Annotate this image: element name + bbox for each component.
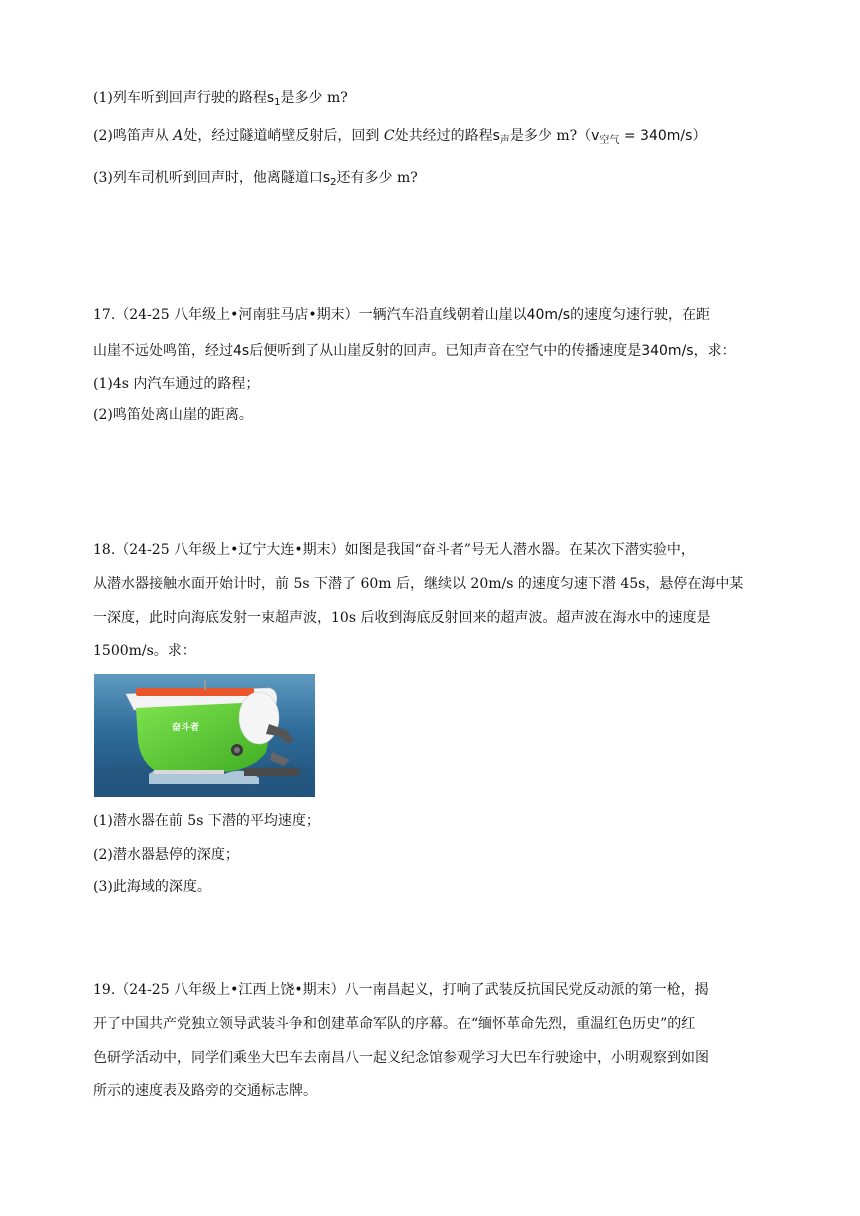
q17-text: 山崖不远处鸣笛，经过 [93,343,233,359]
point-a-label: A [173,128,184,144]
q17-text: 17.（24-25 八年级上•河南驻马店•期末）一辆汽车沿直线朝着山崖以 [93,307,527,323]
var-v: v [591,128,600,144]
q18-stem-line-1: 18.（24-25 八年级上•辽宁大连•期末）如图是我国“奋斗者”号无人潜水器。在某次下潜实验中， [93,542,695,558]
var-s: s [322,170,331,186]
submersible-illustration [94,674,315,797]
q17-time: 4s [233,343,250,359]
q16-sub-2-suffix: 是多少 m?（ [509,128,592,144]
q16-sub-2-text-mid2: 处共经过的路程 [394,128,493,144]
q16-sub-2-text-mid: 处，经过隧道峭壁反射后，回到 [183,128,380,144]
q16-sub-1-var [267,90,281,106]
point-c-label: C [383,128,395,144]
var-subscript: 声 [499,135,510,146]
hull-name-text: 奋斗者 [172,723,200,733]
q18-stem-line-2: 从潜水器接触水面开始计时，前 5s 下潜了 60m 后，继续以 20m/s 的速度匀速下潜 45s，悬停在海中某 [93,576,744,592]
q17-text-end: ，求： [693,343,736,359]
var-subscript: 1 [274,97,281,108]
q17-sub-1: (1)4s 内汽车通过的路程； [93,376,260,392]
q19-stem-line-4: 所示的速度表及路旁的交通标志牌。 [93,1083,317,1099]
q17-stem-line-1 [93,305,710,325]
q17-text-mid: 后便听到了从山崖反射的回声。已知声音在空气中的传播速度是 [249,343,642,359]
q16-sub-1-text: (1)列车听到回声行驶的路程 [93,90,267,106]
submersible-photo [94,674,315,797]
q17-sub-2: (2)鸣笛处离山崖的距离。 [93,407,253,423]
q16-sub-3-suffix: 还有多少 m? [336,170,418,186]
q16-sub-3 [93,168,418,193]
var-subscript: 空气 [599,135,620,146]
q19-stem-line-2: 开了中国共产党独立领导武装斗争和创建革命军队的序幕。在“缅怀革命先烈，重温红色历史”的红 [93,1016,696,1032]
q19-stem-line-1: 19.（24-25 八年级上•江西上饶•期末）八一南昌起义，打响了武装反抗国民党反动派的第一枪，揭 [93,982,709,998]
q16-sub-1-suffix: 是多少 m? [280,90,348,106]
q16-sub-2-var [493,128,510,144]
q16-sub-2 [93,126,706,151]
speed-of-sound-formula [591,128,692,144]
q16-sub-3-text: (3)列车司机听到回声时，他离隧道口 [93,170,323,186]
formula-value: = 340m/s [619,128,693,144]
q17-text-end: 的速度匀速行驶，在距 [570,307,711,323]
q16-sub-1 [93,88,348,113]
q17-car-speed: 40m/s [526,307,571,323]
var-subscript: 2 [330,177,337,188]
q17-sound-speed: 340m/s [641,343,694,359]
q19-stem-line-3: 色研学活动中，同学们乘坐大巴车去南昌八一起义纪念馆参观学习大巴车行驶途中，小明观察到如图 [93,1050,709,1066]
q17-stem-line-2 [93,341,736,361]
q16-sub-2-end: ） [692,128,707,144]
q18-sub-3: (3)此海域的深度。 [93,879,211,895]
q16-sub-2-text: (2)鸣笛声从 [93,128,169,144]
var-s: s [266,90,275,106]
q18-sub-2: (2)潜水器悬停的深度； [93,847,239,863]
q18-stem-line-4: 1500m/s。求： [93,643,196,659]
var-s: s [492,128,500,144]
q18-stem-line-3: 一深度，此时向海底发射一束超声波，10s 后收到海底反射回来的超声波。超声波在海水中的速度是 [93,610,711,626]
q16-sub-3-var [323,170,337,186]
q18-sub-1: (1)潜水器在前 5s 下潜的平均速度； [93,813,320,829]
